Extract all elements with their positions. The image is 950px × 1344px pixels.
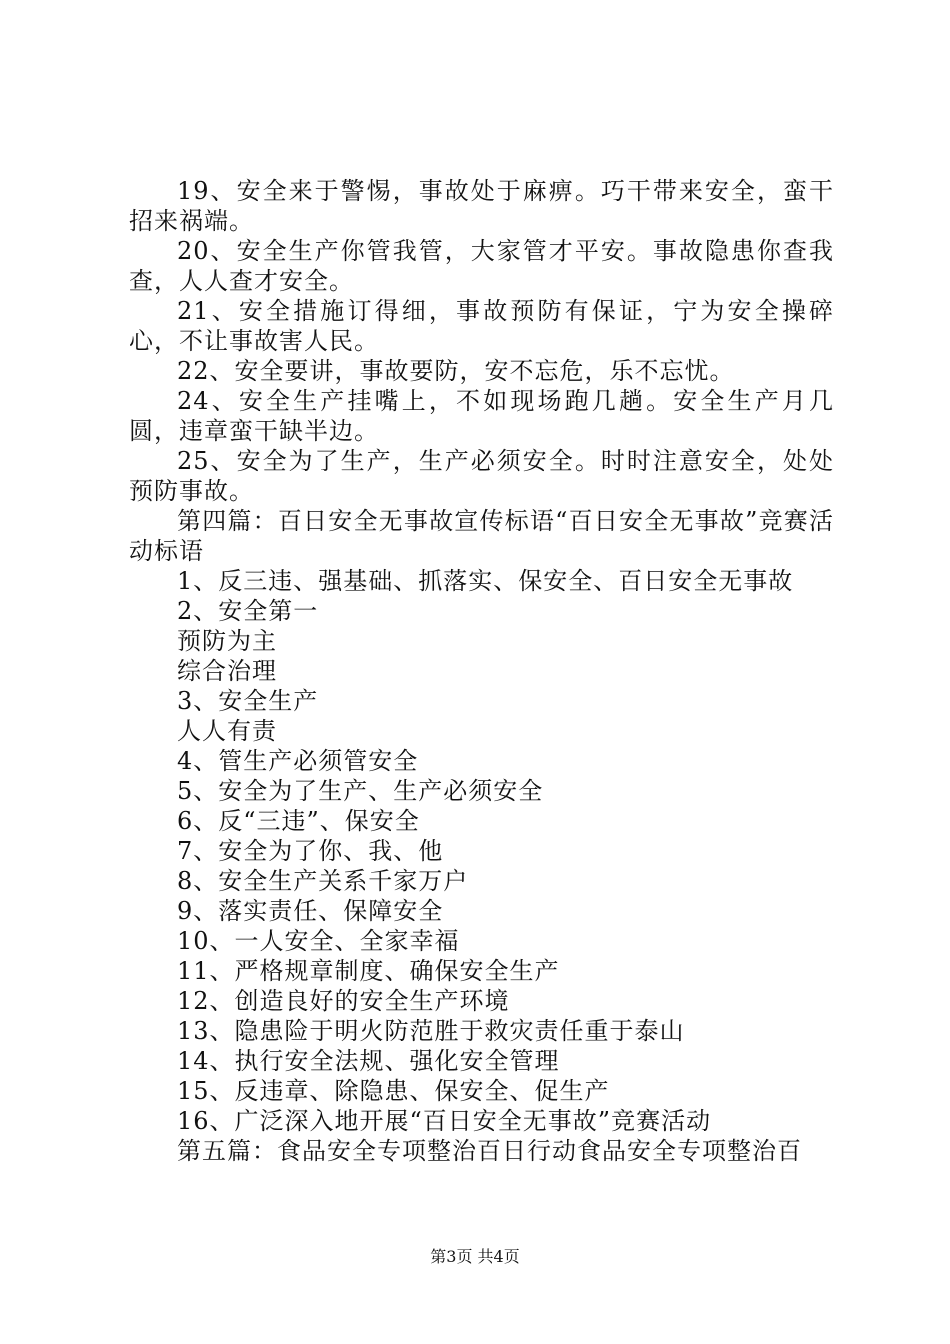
slogan-line: 1、反三违、强基础、抓落实、保安全、百日安全无事故 xyxy=(177,567,794,595)
slogan-line: 2、安全第一 xyxy=(177,597,319,625)
document-body xyxy=(129,176,834,1166)
slogan-line: 预防为主 xyxy=(177,627,277,655)
slogan-line: 16、广泛深入地开展“百日安全无事故”竞赛活动 xyxy=(177,1107,712,1135)
paragraph-item-20: 20、安全生产你管我管，大家管才平安。事故隐患你查我查，人人查才安全。 xyxy=(129,237,834,295)
slogan-line: 14、执行安全法规、强化安全管理 xyxy=(177,1047,560,1075)
slogan-line: 12、创造良好的安全生产环境 xyxy=(177,987,510,1015)
slogan-line: 人人有责 xyxy=(177,717,277,745)
slogan-line: 11、严格规章制度、确保安全生产 xyxy=(177,957,560,985)
slogan-line: 9、落实责任、保障安全 xyxy=(177,897,444,925)
slogan-line: 4、管生产必须管安全 xyxy=(177,747,419,775)
paragraph-item-19: 19、安全来于警惕，事故处于麻痹。巧干带来安全，蛮干招来祸端。 xyxy=(129,177,834,235)
slogan-line: 5、安全为了生产、生产必须安全 xyxy=(177,777,544,805)
slogan-line: 8、安全生产关系千家万户 xyxy=(177,867,469,895)
paragraph-item-21: 21、安全措施订得细，事故预防有保证，宁为安全操碎心，不让事故害人民。 xyxy=(129,297,834,355)
paragraph-item-25: 25、安全为了生产，生产必须安全。时时注意安全，处处预防事故。 xyxy=(129,447,834,505)
paragraph-item-24: 24、安全生产挂嘴上，不如现场跑几趟。安全生产月几圆，违章蛮干缺半边。 xyxy=(129,387,834,445)
slogan-line: 13、隐患险于明火防范胜于救灾责任重于泰山 xyxy=(177,1017,685,1045)
slogan-line: 3、安全生产 xyxy=(177,687,319,715)
slogan-line: 综合治理 xyxy=(177,657,277,685)
section-heading-part-4: 第四篇：百日安全无事故宣传标语“百日安全无事故”竞赛活动标语 xyxy=(129,507,834,565)
slogan-line: 7、安全为了你、我、他 xyxy=(177,837,444,865)
paragraph-item-22: 22、安全要讲，事故要防，安不忘危，乐不忘忧。 xyxy=(177,357,735,385)
page-number-footer: 第3页 共4页 xyxy=(430,1247,520,1266)
section-heading-part-5: 第五篇：食品安全专项整治百日行动食品安全专项整治百 xyxy=(177,1137,802,1165)
slogan-line: 10、一人安全、全家幸福 xyxy=(177,927,460,955)
slogan-line: 6、反“三违”、保安全 xyxy=(177,807,420,835)
slogan-line: 15、反违章、除隐患、保安全、促生产 xyxy=(177,1077,610,1105)
